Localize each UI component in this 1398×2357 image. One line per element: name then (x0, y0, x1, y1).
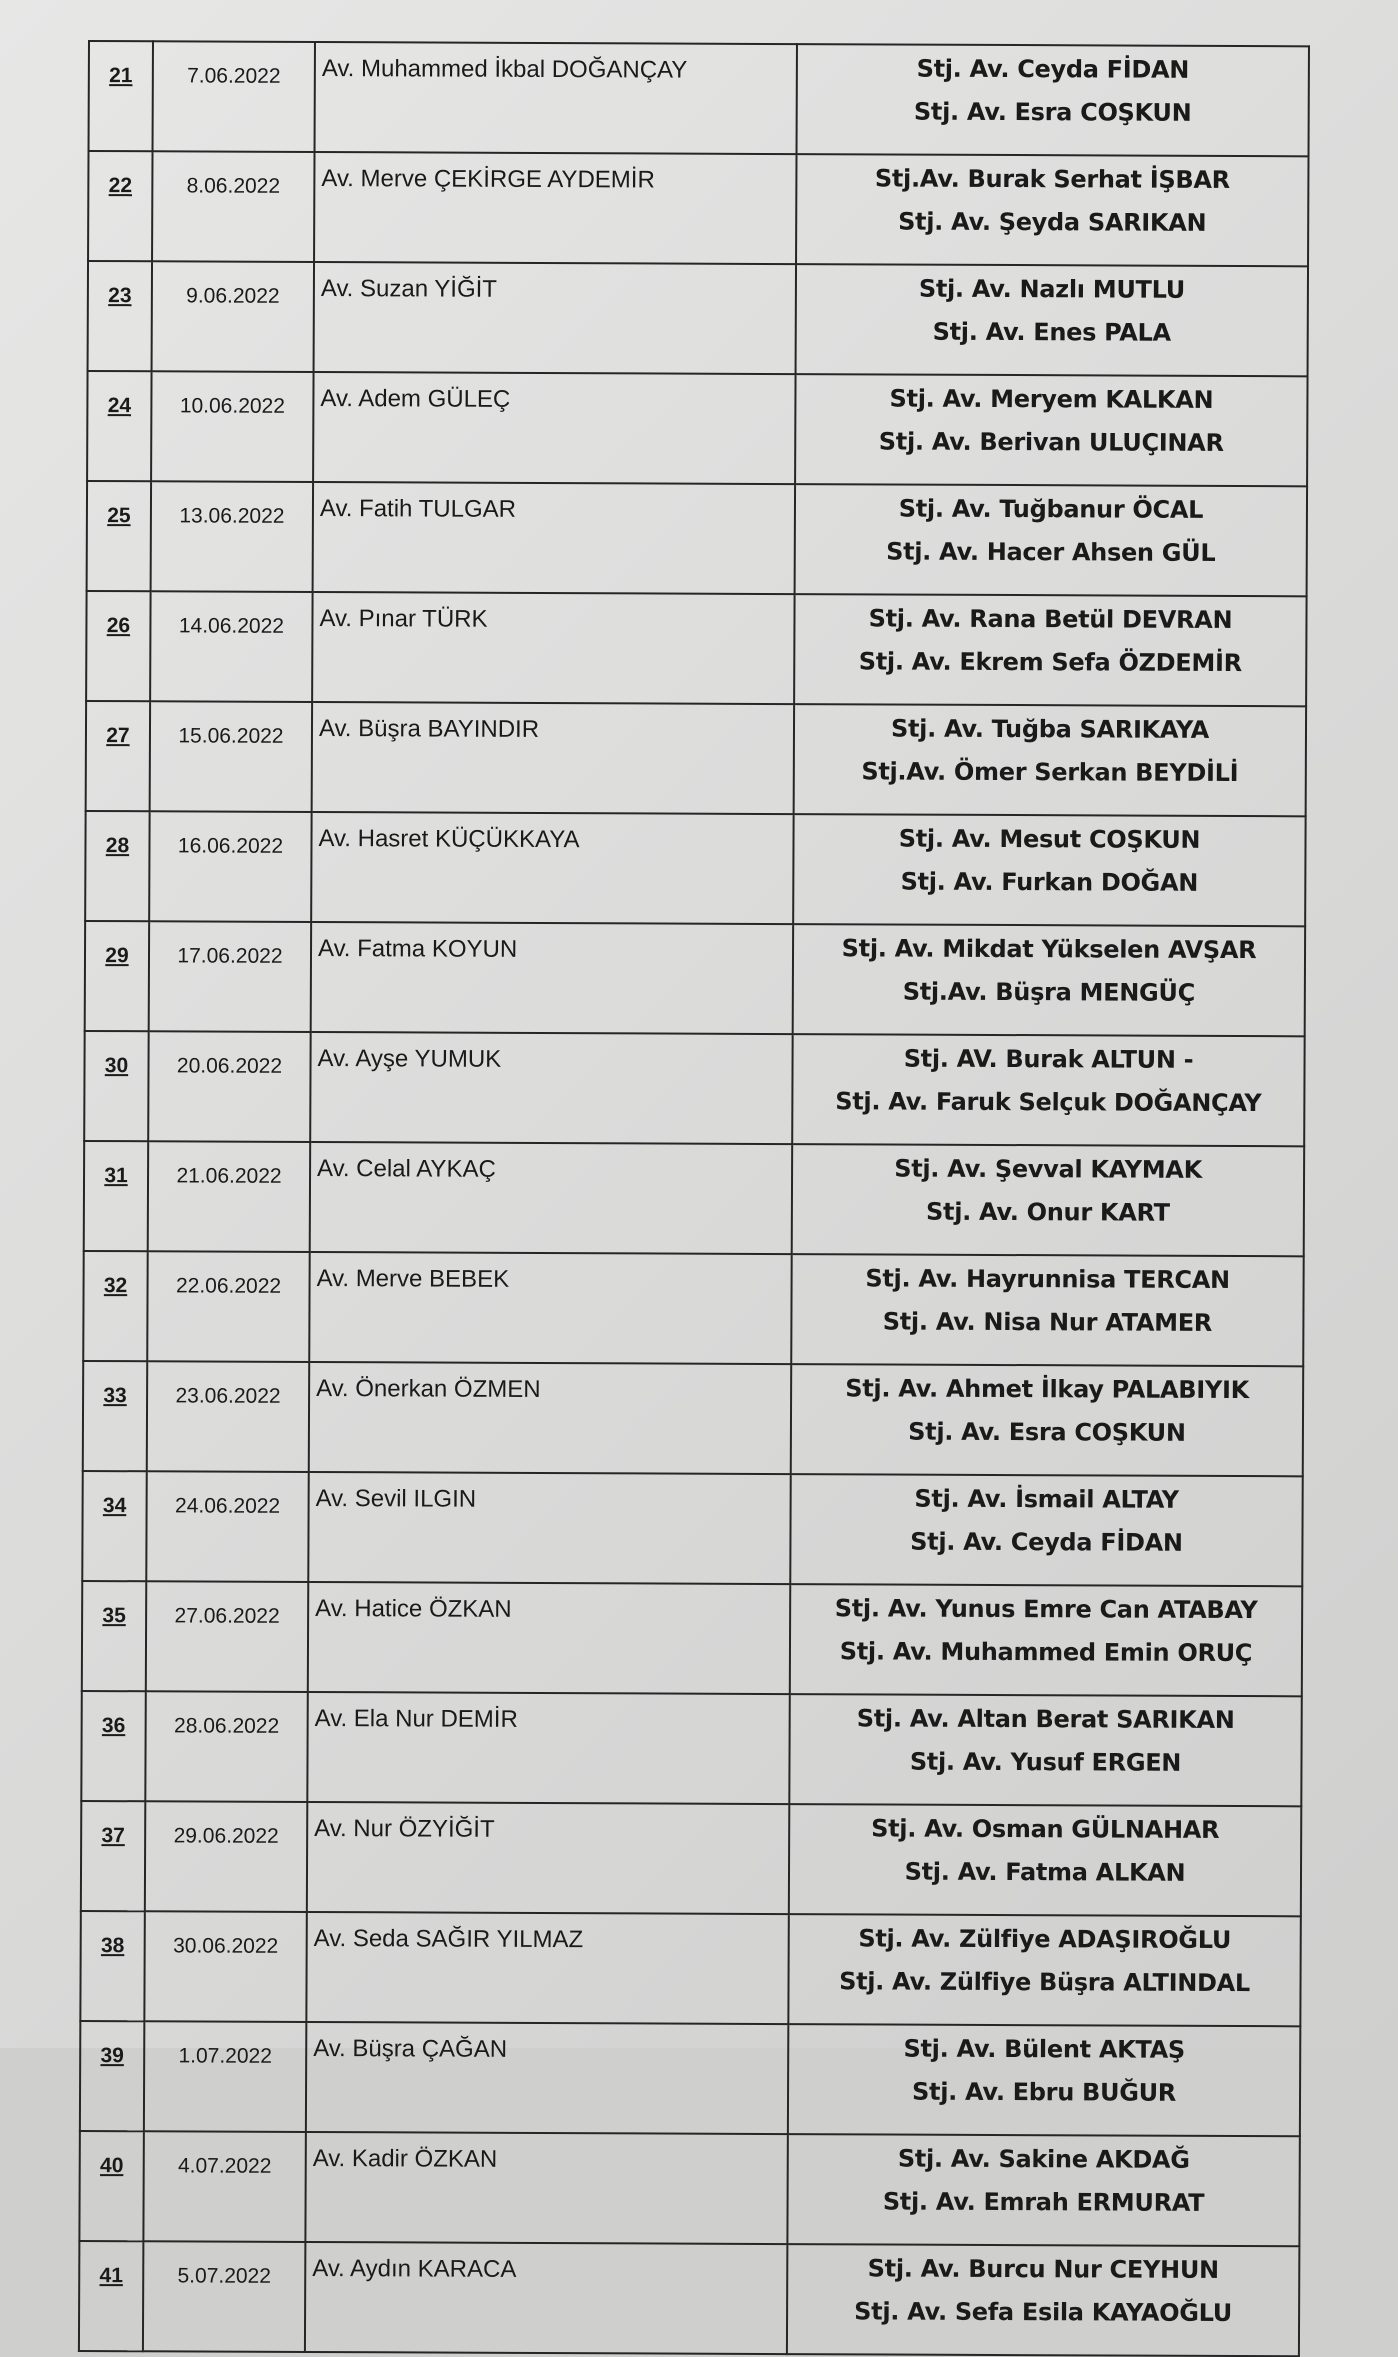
intern-name: Stj. Av. Şevval KAYMAK (894, 1154, 1202, 1184)
row-number: 35 (82, 1581, 146, 1691)
intern-list (792, 1144, 1304, 1256)
intern-name: Stj. Av. Ahmet İlkay PALABIYIK (845, 1374, 1250, 1405)
lawyer-name: Av. Aydın KARACA (305, 2242, 787, 2354)
intern-list (794, 594, 1306, 706)
table-row (81, 1691, 1301, 1806)
duty-date: 22.06.2022 (147, 1251, 309, 1362)
duty-date: 30.06.2022 (144, 1911, 306, 2022)
duty-date: 28.06.2022 (145, 1691, 307, 1802)
table-row (79, 2241, 1299, 2356)
duty-date: 15.06.2022 (150, 701, 312, 812)
intern-list (789, 1694, 1301, 1806)
table-row (83, 1361, 1303, 1476)
row-number: 30 (84, 1031, 148, 1141)
intern-list (787, 2244, 1299, 2356)
table-row (81, 1801, 1301, 1916)
table-row (87, 481, 1307, 596)
intern-name: Stj.Av. Büşra MENGÜÇ (902, 977, 1196, 1007)
table-row (88, 151, 1308, 266)
duty-date: 14.06.2022 (150, 591, 312, 702)
lawyer-name: Av. Muhammed İkbal DOĞANÇAY (315, 42, 797, 154)
row-number: 37 (81, 1801, 145, 1911)
intern-name: Stj. Av. Enes PALA (932, 317, 1171, 347)
table-row (84, 1031, 1304, 1146)
intern-name: Stj.Av. Burak Serhat İŞBAR (874, 164, 1230, 194)
intern-name: Stj. Av. Ceyda FİDAN (916, 54, 1190, 84)
duty-date: 27.06.2022 (146, 1581, 308, 1692)
intern-list (790, 1474, 1302, 1586)
intern-name: Stj. Av. Bülent AKTAŞ (903, 2034, 1185, 2064)
intern-name: Stj. Av. Berivan ULUÇINAR (878, 427, 1224, 457)
intern-name: Stj. Av. Burcu Nur CEYHUN (867, 2254, 1219, 2284)
table-row (79, 2131, 1299, 2246)
lawyer-name: Av. Nur ÖZYİĞİT (307, 1802, 789, 1914)
intern-name: Stj. Av. Tuğbanur ÖCAL (898, 494, 1204, 524)
intern-name: Stj.Av. Ömer Serkan BEYDİLİ (861, 757, 1239, 788)
row-number: 38 (80, 1911, 144, 2021)
intern-name: Stj. Av. Emrah ERMURAT (882, 2187, 1205, 2217)
row-number: 32 (83, 1251, 147, 1361)
intern-name: Stj. Av. Onur KART (926, 1197, 1170, 1227)
intern-list (793, 924, 1305, 1036)
table-row (82, 1581, 1302, 1696)
intern-list (796, 154, 1308, 266)
table-row (85, 811, 1305, 926)
intern-name: Stj. Av. Ebru BUĞUR (912, 2077, 1177, 2107)
row-number: 28 (85, 811, 149, 921)
duty-date: 24.06.2022 (146, 1471, 308, 1582)
intern-name: Stj. Av. Esra COŞKUN (913, 97, 1192, 127)
schedule-rows (79, 41, 1309, 2356)
duty-date: 21.06.2022 (148, 1141, 310, 1252)
intern-name: Stj. Av. Tuğba SARIKAYA (890, 714, 1210, 744)
intern-name: Stj. Av. Zülfiye Büşra ALTINDAL (839, 1967, 1251, 1998)
table-row (89, 41, 1309, 156)
intern-name: Stj. Av. Ceyda FİDAN (910, 1527, 1183, 1557)
lawyer-name: Av. Büşra ÇAĞAN (306, 2022, 788, 2134)
intern-name: Stj. Av. Nazlı MUTLU (918, 274, 1186, 304)
row-number: 33 (83, 1361, 147, 1471)
row-number: 27 (86, 701, 150, 811)
lawyer-name: Av. Hasret KÜÇÜKKAYA (311, 812, 793, 924)
intern-name: Stj. Av. İsmail ALTAY (914, 1484, 1179, 1514)
intern-name: Stj. Av. Zülfiye ADAŞIROĞLU (858, 1924, 1232, 1955)
table-row (83, 1251, 1303, 1366)
lawyer-name: Av. Fatma KOYUN (311, 922, 793, 1034)
row-number: 24 (87, 371, 151, 481)
intern-list (794, 704, 1306, 816)
row-number: 39 (80, 2021, 144, 2131)
intern-name: Stj. Av. Ekrem Sefa ÖZDEMİR (858, 647, 1242, 678)
intern-name: Stj. Av. Yusuf ERGEN (909, 1747, 1182, 1777)
lawyer-name: Av. Ayşe YUMUK (310, 1032, 792, 1144)
lawyer-name: Av. Pınar TÜRK (312, 592, 794, 704)
lawyer-name: Av. Merve BEBEK (309, 1252, 791, 1364)
intern-name: Stj. Av. Meryem KALKAN (889, 384, 1214, 414)
intern-name: Stj. Av. Furkan DOĞAN (900, 867, 1199, 897)
lawyer-name: Av. Hatice ÖZKAN (308, 1582, 790, 1694)
duty-date: 23.06.2022 (147, 1361, 309, 1472)
row-number: 34 (82, 1471, 146, 1581)
duty-date: 29.06.2022 (145, 1801, 307, 1912)
row-number: 25 (87, 481, 151, 591)
intern-list (788, 2024, 1300, 2136)
intern-list (793, 814, 1305, 926)
intern-name: Stj. Av. Osman GÜLNAHAR (871, 1814, 1220, 1844)
row-number: 36 (81, 1691, 145, 1801)
table-row (86, 701, 1306, 816)
intern-name: Stj. Av. Altan Berat SARIKAN (856, 1704, 1235, 1735)
intern-name: Stj. Av. Hayrunnisa TERCAN (865, 1264, 1230, 1294)
intern-list (790, 1584, 1302, 1696)
duty-date: 9.06.2022 (152, 261, 314, 372)
row-number: 40 (79, 2131, 143, 2241)
lawyer-name: Av. Sevil ILGIN (308, 1472, 790, 1584)
table-row (84, 1141, 1304, 1256)
intern-list (795, 374, 1307, 486)
lawyer-name: Av. Ela Nur DEMİR (307, 1692, 789, 1804)
intern-list (792, 1034, 1304, 1146)
duty-date: 5.07.2022 (143, 2241, 305, 2352)
lawyer-name: Av. Fatih TULGAR (313, 482, 795, 594)
intern-name: Stj. Av. Muhammed Emin ORUÇ (839, 1637, 1253, 1668)
lawyer-name: Av. Seda SAĞIR YILMAZ (306, 1912, 788, 2024)
intern-name: Stj. Av. Şeyda SARIKAN (898, 207, 1207, 237)
intern-name: Stj. Av. Fatma ALKAN (904, 1857, 1186, 1887)
lawyer-name: Av. Büşra BAYINDIR (312, 702, 794, 814)
lawyer-name: Av. Celal AYKAÇ (310, 1142, 792, 1254)
table-row (82, 1471, 1302, 1586)
intern-name: Stj. Av. Sakine AKDAĞ (897, 2144, 1190, 2174)
duty-schedule-table (78, 40, 1310, 2357)
lawyer-name: Av. Suzan YİĞİT (314, 262, 796, 374)
intern-list (791, 1364, 1303, 1476)
duty-date: 4.07.2022 (143, 2131, 305, 2242)
duty-date: 8.06.2022 (152, 151, 314, 262)
intern-list (788, 1914, 1300, 2026)
intern-name: Stj. Av. Yunus Emre Can ATABAY (834, 1594, 1258, 1625)
lawyer-name: Av. Merve ÇEKİRGE AYDEMİR (314, 152, 796, 264)
duty-date: 10.06.2022 (151, 371, 313, 482)
row-number: 21 (89, 41, 153, 151)
table-row (88, 261, 1308, 376)
intern-name: Stj. Av. Sefa Esila KAYAOĞLU (854, 2297, 1233, 2328)
lawyer-name: Av. Önerkan ÖZMEN (309, 1362, 791, 1474)
table-row (85, 921, 1305, 1036)
row-number: 41 (79, 2241, 143, 2351)
intern-name: Stj. Av. Esra COŞKUN (908, 1417, 1186, 1447)
table-row (80, 2021, 1300, 2136)
intern-name: Stj. Av. Mikdat Yükselen AVŞAR (841, 934, 1257, 965)
table-row (86, 591, 1306, 706)
intern-list (789, 1804, 1301, 1916)
intern-list (787, 2134, 1299, 2246)
row-number: 31 (84, 1141, 148, 1251)
lawyer-name: Av. Adem GÜLEÇ (313, 372, 795, 484)
intern-list (797, 44, 1309, 156)
table-row (80, 1911, 1300, 2026)
row-number: 22 (88, 151, 152, 261)
row-number: 23 (88, 261, 152, 371)
lawyer-name: Av. Kadir ÖZKAN (305, 2132, 787, 2244)
intern-name: Stj. Av. Rana Betül DEVRAN (868, 604, 1233, 634)
row-number: 26 (86, 591, 150, 701)
duty-date: 20.06.2022 (148, 1031, 310, 1142)
row-number: 29 (85, 921, 149, 1031)
intern-name: Stj. Av. Nisa Nur ATAMER (882, 1307, 1213, 1337)
duty-date: 7.06.2022 (153, 41, 315, 152)
table-row (87, 371, 1307, 486)
intern-list (791, 1254, 1303, 1366)
intern-name: Stj. Av. Faruk Selçuk DOĞANÇAY (835, 1087, 1262, 1118)
duty-date: 16.06.2022 (149, 811, 311, 922)
duty-date: 17.06.2022 (149, 921, 311, 1032)
duty-date: 13.06.2022 (151, 481, 313, 592)
intern-name: Stj. AV. Burak ALTUN - (903, 1044, 1194, 1074)
intern-list (795, 484, 1307, 596)
intern-name: Stj. Av. Mesut COŞKUN (898, 824, 1201, 854)
duty-date: 1.07.2022 (144, 2021, 306, 2132)
intern-list (796, 264, 1308, 376)
intern-name: Stj. Av. Hacer Ahsen GÜL (886, 537, 1216, 567)
